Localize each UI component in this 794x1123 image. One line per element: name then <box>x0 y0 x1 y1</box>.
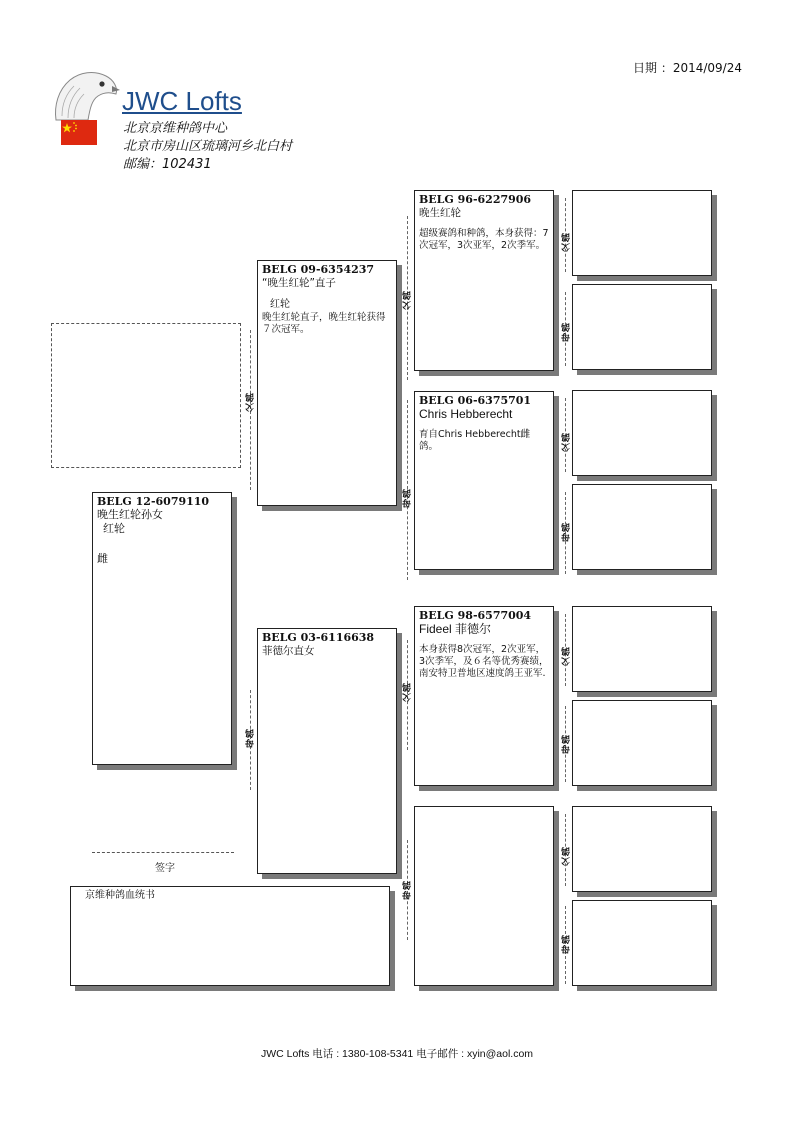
label-mother-g3-4: 母鸽 <box>562 522 572 542</box>
label-mother-sd: 母鸽 <box>403 488 413 508</box>
sd-box[interactable] <box>414 391 554 570</box>
g3-box-4[interactable] <box>572 484 712 570</box>
g3-box-8[interactable] <box>572 900 712 986</box>
footer-contact: JWC Lofts 电话 : 1380-108-5341 电子邮件 : xyin@aol.com <box>260 1048 534 1060</box>
sire-desc: 晚生红轮直子，晚生红轮获得７次冠军。 <box>262 312 386 335</box>
ss-name: 晚生红轮 <box>419 207 461 219</box>
certificate-title: 京维种鸽血统书 <box>85 890 155 901</box>
ds-desc: 本身获得8次冠军，2次亚军，3次季军，及６名等优秀赛绩，南安特卫普地区速度鸽王亚军. <box>419 644 549 679</box>
label-father-ss: 父鸽 <box>403 290 413 310</box>
g3-box-7[interactable] <box>572 806 712 892</box>
ss-desc: 超级赛鸽和种鸽，本身获得：7次冠军，3次亚军，2次季军。 <box>419 228 549 251</box>
sd-ring: BELG 06-6375701 <box>419 394 532 407</box>
label-father-ds: 父鸽 <box>403 682 413 702</box>
dam-name: 菲德尔直女 <box>262 645 315 657</box>
label-father-g3-3: 父鸽 <box>562 432 572 452</box>
label-father-sire: 父鸽 <box>246 392 256 412</box>
pigeon-logo <box>50 66 120 122</box>
date-value: 2014/09/24 <box>672 61 742 75</box>
g3-box-6[interactable] <box>572 700 712 786</box>
label-mother-dd: 母鸽 <box>403 880 413 900</box>
sire-name: “晚生红轮”直子 <box>262 277 336 289</box>
sire-box[interactable] <box>257 260 397 506</box>
label-father-g3-1: 父鸽 <box>562 232 572 252</box>
date-label: 日期 ： <box>633 61 673 75</box>
china-flag-icon <box>61 120 97 145</box>
label-mother-g3-8: 母鸽 <box>562 934 572 954</box>
label-mother-g3-2: 母鸽 <box>562 322 572 342</box>
g3-box-1[interactable] <box>572 190 712 276</box>
ds-name: Fideel 菲德尔 <box>419 622 492 636</box>
header-line3: 邮编：102431 <box>123 157 212 172</box>
photo-placeholder[interactable] <box>51 323 241 468</box>
sire-color: 红轮 <box>270 299 290 310</box>
sd-desc: 育自Chris Hebberecht雌鸽。 <box>419 429 531 452</box>
header-line1: 北京京维种鸽中心 <box>123 121 228 136</box>
g3-box-2[interactable] <box>572 284 712 370</box>
signature-line <box>92 852 234 853</box>
sd-name: Chris Hebberecht <box>419 407 513 421</box>
header-line2: 北京市房山区琉璃河乡北白村 <box>123 139 293 154</box>
label-mother-g3-6: 母鸽 <box>562 734 572 754</box>
dam-box[interactable] <box>257 628 397 874</box>
date-line <box>633 59 742 76</box>
company-name[interactable]: JWC Lofts <box>122 86 242 116</box>
ss-ring: BELG 96-6227906 <box>419 193 532 206</box>
ds-box[interactable] <box>414 606 554 786</box>
subject-color: 红轮 <box>103 522 125 535</box>
label-father-g3-5: 父鸽 <box>562 646 572 666</box>
subject-sex: 雌 <box>97 552 108 565</box>
certificate-box[interactable] <box>70 886 390 986</box>
g3-box-5[interactable] <box>572 606 712 692</box>
sire-ring: BELG 09-6354237 <box>262 263 375 276</box>
signature-label: 签字 <box>155 863 175 874</box>
label-father-g3-7: 父鸽 <box>562 846 572 866</box>
subject-ring: BELG 12-6079110 <box>97 495 210 508</box>
dd-box[interactable] <box>414 806 554 986</box>
label-mother-dam: 母鸽 <box>246 728 256 748</box>
g3-box-3[interactable] <box>572 390 712 476</box>
ds-ring: BELG 98-6577004 <box>419 609 532 622</box>
subject-box[interactable] <box>92 492 232 765</box>
subject-name: 晚生红轮孙女 <box>97 508 163 521</box>
ss-box[interactable] <box>414 190 554 371</box>
dam-ring: BELG 03-6116638 <box>262 631 375 644</box>
